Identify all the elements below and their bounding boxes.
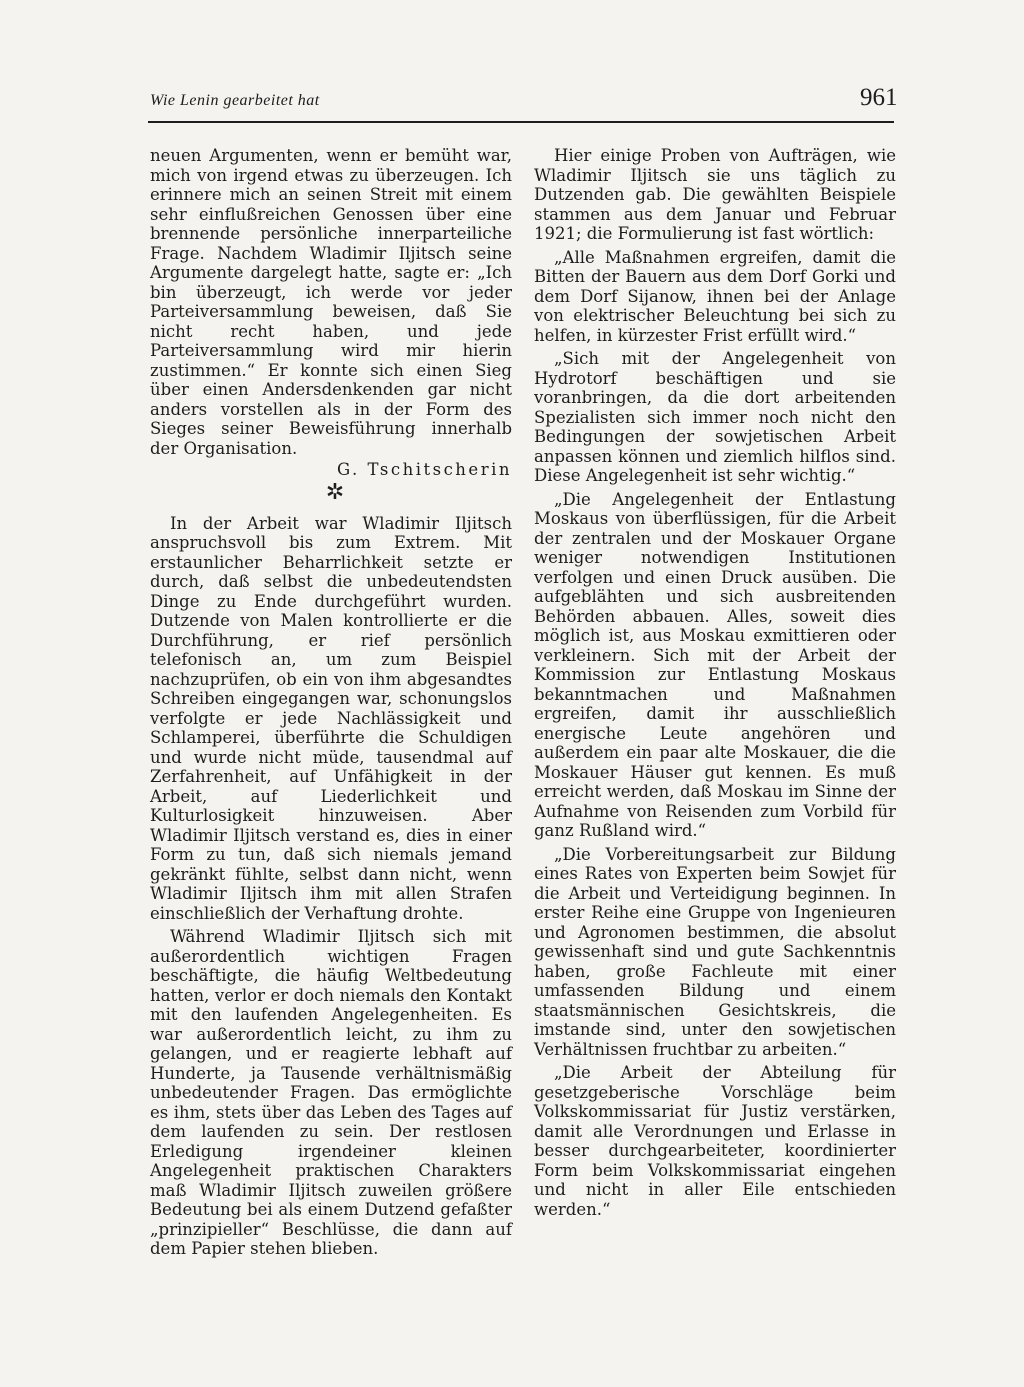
right-column xyxy=(534,146,896,1223)
header-rule xyxy=(148,121,894,123)
paragraph: Hier einige Proben von Aufträgen, wie Wladimir Iljitsch sie uns täglich zu Dutzenden gab. Die gewählten Beispiele stammen aus dem Januar und Februar 1921; die Formulierung ist fast wörtlich: xyxy=(534,146,896,243)
quoted-order: „Die Angelegenheit der Entlastung Moskaus von überflüssigen, für die Arbeit der zentralen und der Moskauer Organe weniger notwendigen Institutionen verfolgen und einen Druck ausüben. Die aufgeblähten und sich ausbreitenden Behörden abbauen. Alles, soweit dies möglich ist, aus Moskau exmittieren oder verkleinern. Sich mit der Arbeit der Kommission zur Entlastung Moskaus bekanntmachen und Maßnahmen ergreifen, damit ihr ausschließlich energische Leute angehören und außerdem ein paar alte Moskauer, die die Moskauer Häuser gut kennen. Es muß erreicht werden, daß Moskau im Sinne der Aufnahme von Reisenden zum Vorbild für ganz Rußland wird.“ xyxy=(534,489,896,840)
author-signature: G. Tschitscherin xyxy=(336,460,512,479)
running-title: Wie Lenin gearbeitet hat xyxy=(150,92,320,109)
quoted-order: „Die Arbeit der Abteilung für gesetzgeberische Vorschläge beim Volkskommissariat für Justiz verstärken, damit alle Verordnungen und Erlasse in besser durchgearbeiteter, koordinierter Form beim Volkskommissariat eingehen und nicht in aller Eile entschieden werden.“ xyxy=(534,1063,896,1219)
quoted-order: „Sich mit der Angelegenheit von Hydrotorf beschäftigen und sie voranbringen, da die dort arbeitenden Spezialisten sich immer noch nicht den Bedingungen der sowjetischen Arbeit anpassen können und ziemlich hilflos sind. Diese Angelegenheit ist sehr wichtig.“ xyxy=(534,349,896,485)
quoted-order: „Alle Maßnahmen ergreifen, damit die Bitten der Bauern aus dem Dorf Gorki und dem Dorf Sijanow, ihnen bei der Anlage von elektrischer Beleuchtung bei sich zu helfen, in kürzester Frist erfüllt wird.“ xyxy=(534,247,896,345)
paragraph: neuen Argumenten, wenn er bemüht war, mich von irgend etwas zu überzeugen. Ich erinnere mich an seinen Streit mit einem sehr einflußreichen Genossen über eine brennende persönliche innerparteiliche Frage. Nachdem Wladimir Iljitsch seine Argumente dargelegt hatte, sagte er: „Ich bin überzeugt, ich werde vor jeder Parteiversammlung beweisen, daß Sie nicht recht haben, und jede Parteiversammlung wird mir hierin zustimmen.“ Er konnte sich einen Sieg über einen Andersdenkenden gar nicht anders vorstellen als in der Form des Sieges seiner Beweisführung innerhalb der Organisation. xyxy=(150,146,512,458)
quoted-order: „Die Vorbereitungsarbeit zur Bildung eines Rates von Experten beim Sowjet für die Arbeit und Verteidigung beginnen. In erster Reihe eine Gruppe von Ingenieuren und Agronomen bestimmen, die absolut gewissenhaft sind und gute Sachkenntnis haben, große Fachleute mit einer umfassenden Bildung und einem staatsmännischen Gesichtskreis, die imstande sind, unter den sowjetischen Verhältnissen fruchtbar zu arbeiten.“ xyxy=(534,844,896,1059)
star-ornament-icon: ✲ xyxy=(325,479,345,505)
left-column xyxy=(150,146,512,1263)
paragraph: Während Wladimir Iljitsch sich mit außerordentlich wichtigen Fragen beschäftigte, die häufig Weltbedeutung hatten, verlor er doch niemals den Kontakt mit den laufenden Angelegenheiten. Es war außerordentlich leicht, zu ihm zu gelangen, und er reagierte lebhaft auf Hunderte, ja Tausende verhältnismäßig unbedeutender Fragen. Das ermöglichte es ihm, stets über das Leben des Tages auf dem laufenden zu sein. Der restlosen Erledigung irgendeiner kleinen Angelegenheit praktischen Charakters maß Wladimir Iljitsch zuweilen größere Bedeutung bei als einem Dutzend gefaßter „prinzipieller“ Beschlüsse, die dann auf dem Papier stehen blieben. xyxy=(150,927,512,1258)
paragraph: In der Arbeit war Wladimir Iljitsch anspruchsvoll bis zum Extrem. Mit erstaunlicher Beharrlichkeit setzte er durch, daß selbst die unbedeutendsten Dinge zu Ende durchgeführt wurden. Dutzende von Malen kontrollierte er die Durchführung, er rief persönlich telefonisch an, um zum Beispiel nachzuprüfen, ob ein von ihm abgesandtes Schreiben eingegangen war, schonungslos verfolgte er jede Nachlässigkeit und Schlamperei, überführte die Schuldigen und wurde nicht müde, tausendmal auf Zerfahrenheit, auf Unfähigkeit in der Arbeit, auf Liederlichkeit und Kulturlosigkeit hinzuweisen. Aber Wladimir Iljitsch verstand es, dies in einer Form zu tun, daß sich niemals jemand gekränkt fühlte, selbst dann nicht, wenn Wladimir Iljitsch ihm mit allen Strafen einschließlich der Verhaftung drohte. xyxy=(150,513,512,923)
page-number: 961 xyxy=(860,84,898,111)
